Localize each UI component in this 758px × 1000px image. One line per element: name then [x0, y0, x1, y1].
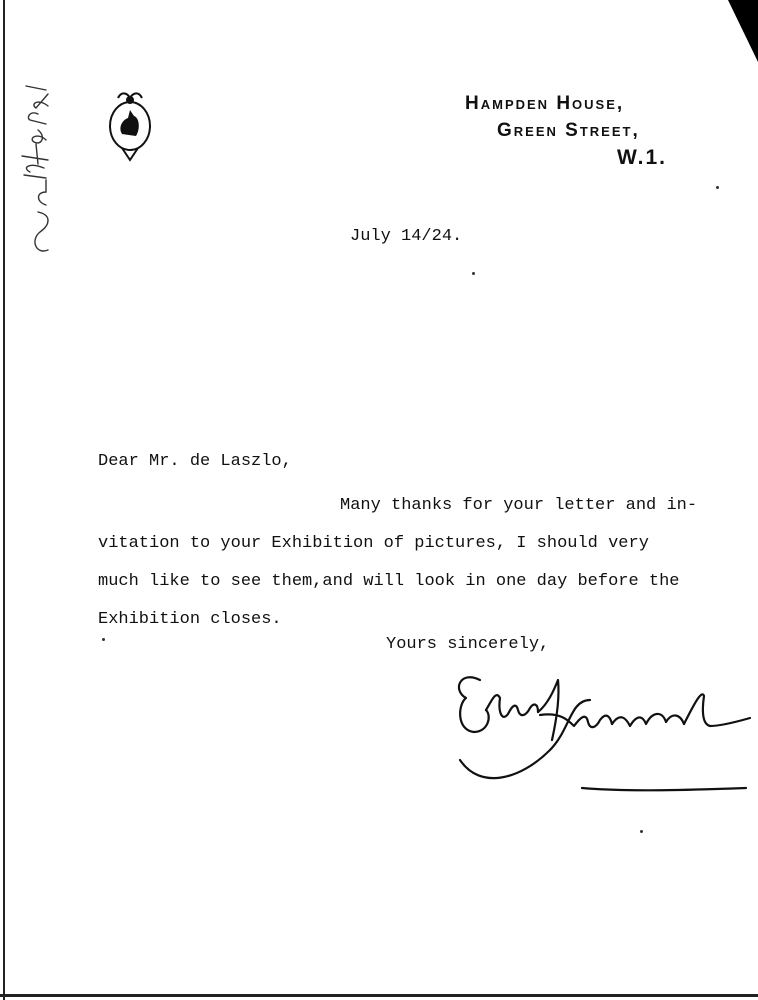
page-bottom-edge — [0, 994, 758, 997]
crest-icon — [100, 88, 160, 166]
salutation: Dear Mr. de Laszlo, — [98, 452, 292, 471]
letterhead-address — [440, 90, 700, 171]
letter-body — [98, 487, 738, 639]
margin-note-handwriting — [8, 80, 58, 265]
address-line-3: W.1. — [617, 146, 668, 169]
ink-speck — [472, 272, 475, 275]
body-line: much like to see them,and will look in one day before the — [98, 572, 680, 591]
ink-speck — [716, 186, 719, 189]
page-left-edge — [3, 0, 5, 1000]
closing: Yours sincerely, — [386, 635, 550, 654]
ink-speck — [102, 638, 105, 641]
body-line: Many thanks for your letter and in- — [340, 496, 698, 515]
address-line-2: Green Street, — [497, 120, 640, 141]
ink-speck — [640, 830, 643, 833]
letter-date: July 14/24. — [350, 227, 463, 246]
body-line: Exhibition closes. — [98, 610, 282, 629]
body-line: vitation to your Exhibition of pictures, I should very — [98, 534, 649, 553]
corner-mark — [728, 0, 758, 62]
address-line-1: Hampden House, — [465, 93, 625, 114]
signature-handwriting — [440, 660, 758, 800]
